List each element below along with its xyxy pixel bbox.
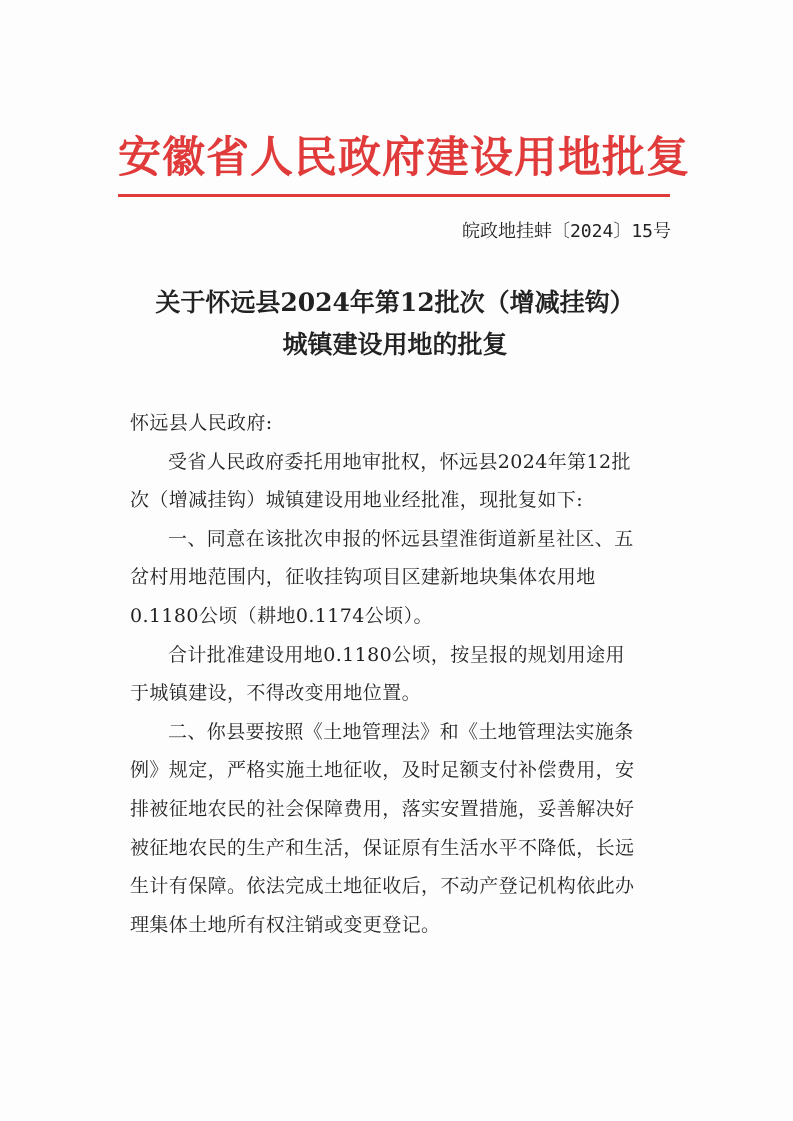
body-line: 理集体土地所有权注销或变更登记。: [130, 913, 441, 936]
addressee: 怀远县人民政府:: [130, 412, 273, 434]
document-header: 安徽省人民政府建设用地批复: [118, 133, 690, 183]
document-title: [100, 282, 690, 366]
body-line: 排被征地农民的社会保障费用，落实安置措施，妥善解决好: [130, 797, 635, 820]
header-red-rule: [118, 194, 670, 197]
title-line-1: 关于怀远县2024年第12批次（增减挂钩）: [155, 288, 635, 317]
body-line: 0.1180公顷（耕地0.1174公顷）。: [130, 604, 433, 627]
body-line: 次（增减挂钩）城镇建设用地业经批准，现批复如下:: [130, 489, 584, 512]
body-line: 于城镇建设，不得改变用地位置。: [130, 682, 422, 705]
body-line: 生计有保障。依法完成土地征收后，不动产登记机构依此办: [130, 875, 635, 898]
body-line: 例》规定，严格实施土地征收，及时足额支付补偿费用，安: [130, 759, 635, 782]
document-number: 皖政地挂蚌〔2024〕15号: [461, 221, 671, 242]
body-line: 二、你县要按照《土地管理法》和《土地管理法实施条: [168, 720, 634, 743]
document-body: [130, 404, 670, 944]
body-line: 岔村用地范围内，征收挂钩项目区建新地块集体农用地: [130, 566, 596, 589]
body-line: 受省人民政府委托用地审批权，怀远县2024年第12批: [168, 450, 631, 473]
body-line: 被征地农民的生产和生活，保证原有生活水平不降低，长远: [130, 836, 635, 859]
body-line: 一、同意在该批次申报的怀远县望淮街道新星社区、五: [168, 527, 634, 550]
title-line-2: 城镇建设用地的批复: [282, 330, 508, 359]
body-line: 合计批准建设用地0.1180公顷，按呈报的规划用途用: [168, 643, 625, 666]
